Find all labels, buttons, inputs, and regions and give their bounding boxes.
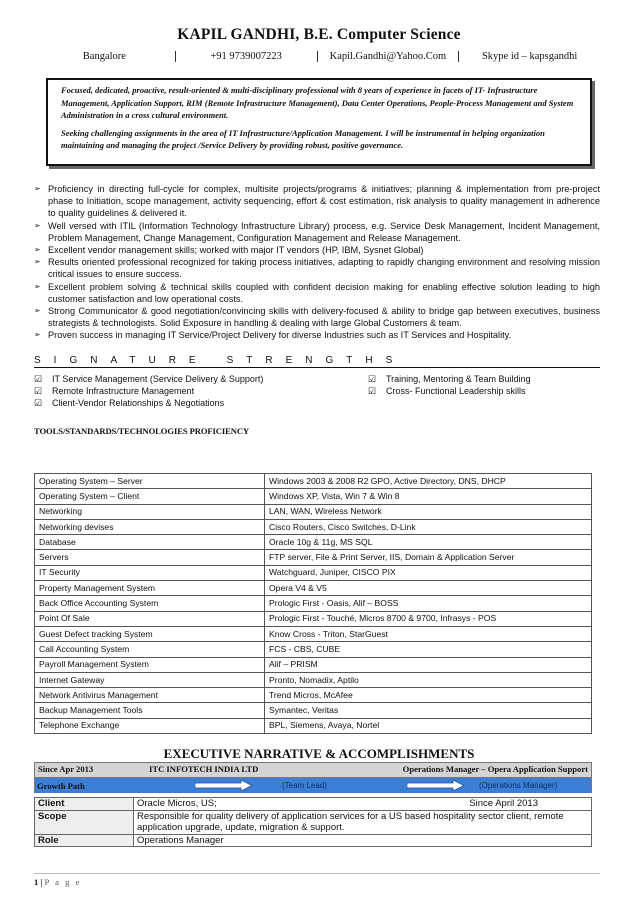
tool-category: IT Security — [35, 565, 265, 580]
bullet-text: Well versed with ITIL (Information Technology Infrastructure Library) process, e.g. Service Desk Management, Incident Management, Problem Management, Change Management, Configuration Management and Release Management. — [48, 220, 600, 243]
table-row — [35, 519, 592, 534]
tool-category: Backup Management Tools — [35, 703, 265, 718]
strength-text: Training, Mentoring & Team Building — [386, 374, 531, 384]
tool-value: Pronto, Nomadix, Aptilo — [265, 672, 592, 687]
table-row — [35, 718, 592, 733]
summary-paragraph: Focused, dedicated, proactive, result-oriented & multi-disciplinary professional with 8 years of experience in facets of IT- Infrastructure Management, Application Support, RIM (Remote Infrastructure Management), Data Center Operations, People-Process Management and System Administration in a cross cultural environment. — [61, 85, 574, 120]
tool-category: Database — [35, 535, 265, 550]
tools-table — [34, 473, 592, 734]
table-row — [35, 810, 592, 834]
role-table — [34, 797, 592, 847]
tool-value: Oracle 10g & 11g, MS SQL — [265, 535, 592, 550]
growth-path-label: Growth Path — [37, 780, 85, 791]
list-item — [34, 183, 600, 220]
table-row — [35, 626, 592, 641]
page-word: P a g e — [44, 877, 82, 887]
tool-category: Guest Defect tracking System — [35, 626, 265, 641]
tool-value: Alif – PRISM — [265, 657, 592, 672]
tool-value: Prologic First - Oasis, Alif – BOSS — [265, 596, 592, 611]
job-position: Operations Manager – Opera Application Support — [402, 764, 588, 774]
checkbox-icon: ☑ — [368, 385, 377, 396]
tool-category: Point Of Sale — [35, 611, 265, 626]
bullet-text: Excellent vendor management skills; worked with major IT vendors (HP, IBM, Sysnet Global) — [48, 245, 424, 256]
list-item — [34, 374, 263, 386]
client-label: Client — [35, 798, 134, 811]
signature-strengths-heading — [34, 355, 600, 368]
role-value: Operations Manager — [134, 834, 592, 847]
tool-category: Network Antivirus Management — [35, 688, 265, 703]
job-header — [34, 762, 592, 793]
client-cell — [134, 798, 592, 811]
client-since: Since April 2013 — [469, 798, 538, 809]
page-number: 1 — [34, 877, 39, 887]
objective-paragraph: Seeking challenging assignments in the area of IT Infrastructure/Application Management. I will be instrumental in helping organization maintaining and managing the project /Service Delivery by providing robust, positive governance. — [61, 127, 545, 150]
tools-heading: TOOLS/STANDARDS/TECHNOLOGIES PROFICIENCY — [34, 426, 250, 436]
list-item — [368, 374, 531, 386]
tool-value: LAN, WAN, Wireless Network — [265, 504, 592, 519]
client-value: Oracle Micros, US; — [137, 798, 217, 809]
tool-category: Property Management System — [35, 581, 265, 596]
tool-value: Windows XP, Vista, Win 7 & Win 8 — [265, 489, 592, 504]
contact-bar — [34, 51, 600, 62]
arrow-bullet-icon: ➢ — [34, 281, 41, 291]
role-label: Role — [35, 834, 134, 847]
contact-email: Kapil.Gandhi@Yahoo.Com — [318, 51, 460, 62]
tool-category: Internet Gateway — [35, 672, 265, 687]
table-row — [35, 703, 592, 718]
tool-category: Back Office Accounting System — [35, 596, 265, 611]
contact-skype: Skype id – kapsgandhi — [481, 51, 578, 62]
table-row — [35, 474, 592, 489]
page-footer — [34, 873, 600, 887]
arrow-right-icon — [195, 780, 253, 791]
checkbox-icon: ☑ — [368, 374, 377, 384]
table-row — [35, 657, 592, 672]
table-row — [35, 581, 592, 596]
highlights-list — [34, 183, 600, 342]
list-item — [34, 386, 263, 398]
arrow-bullet-icon: ➢ — [34, 330, 41, 340]
job-since: Since Apr 2013 — [38, 764, 94, 774]
arrow-bullet-icon: ➢ — [34, 245, 41, 255]
arrow-bullet-icon: ➢ — [34, 220, 41, 230]
list-item — [368, 386, 531, 398]
table-row — [35, 611, 592, 626]
list-item — [34, 305, 600, 329]
checkbox-icon: ☑ — [34, 374, 43, 384]
arrow-bullet-icon: ➢ — [34, 184, 41, 193]
tool-value: Trend Micros, McAfee — [265, 688, 592, 703]
tool-value: Symantec, Veritas — [265, 703, 592, 718]
tool-category: Servers — [35, 550, 265, 565]
strength-text: Remote Infrastructure Management — [52, 385, 195, 396]
table-row — [35, 834, 592, 847]
strength-text: Client-Vendor Relationships & Negotiations — [52, 397, 225, 408]
tool-category: Call Accounting System — [35, 642, 265, 657]
tool-value: Watchguard, Juniper, CISCO PIX — [265, 565, 592, 580]
strengths-column-right — [368, 374, 531, 398]
tool-category: Payroll Management System — [35, 657, 265, 672]
bullet-text: Proven success in managing IT Service/Project Delivery for diverse Industries such as IT Services and Hospitality. — [48, 330, 512, 341]
strengths-column-left — [34, 374, 263, 409]
growth-path-bar — [34, 778, 592, 793]
strength-text: Cross- Functional Leadership skills — [386, 385, 526, 396]
growth-to: (Operations Manager) — [479, 781, 558, 790]
job-summary-bar — [34, 762, 592, 778]
bullet-text: Results oriented professional recognized for taking process initiatives, adapting to rapidly changing environment and resolving mission critical issues to ensure success. — [48, 257, 600, 280]
list-item — [34, 329, 600, 341]
arrow-bullet-icon: ➢ — [34, 257, 41, 267]
list-item — [34, 281, 600, 305]
tool-value: Cisco Routers, Cisco Switches, D-Link — [265, 519, 592, 534]
list-item — [34, 256, 600, 280]
heading-word-strengths: STRENGTHS — [226, 355, 406, 366]
bullet-text: Proficiency in directing full-cycle for complex, multisite projects/programs & initiatives; planning & implementation from pre-project phase to Initiation, scope management, activity sequencing, effort & cost estimation, risk analysis to quality management in adherence to quality guidelines & delivered it. — [48, 184, 600, 219]
table-row — [35, 504, 592, 519]
tool-value: FCS - CBS, CUBE — [265, 642, 592, 657]
candidate-name: KAPIL GANDHI, B.E. Computer Science — [177, 26, 461, 43]
contact-location: Bangalore — [34, 51, 176, 62]
tool-value: FTP server, File & Print Server, IIS, Domain & Application Server — [265, 550, 592, 565]
tool-category: Telephone Exchange — [35, 718, 265, 733]
arrow-bullet-icon: ➢ — [34, 306, 41, 316]
tool-value: BPL, Siemens, Avaya, Nortel — [265, 718, 592, 733]
list-item — [34, 220, 600, 244]
table-row — [35, 798, 592, 811]
scope-value: Responsible for quality delivery of application services for a US based hospitality sector client, remote application upgrade, update, migration & support. — [134, 810, 592, 834]
tool-category: Operating System – Client — [35, 489, 265, 504]
list-item — [34, 398, 263, 410]
table-row — [35, 596, 592, 611]
checkbox-icon: ☑ — [34, 385, 43, 396]
scope-label: Scope — [35, 810, 134, 834]
table-row — [35, 489, 592, 504]
tool-category: Networking — [35, 504, 265, 519]
table-row — [35, 642, 592, 657]
strength-text: IT Service Management (Service Delivery & Support) — [52, 374, 264, 384]
tool-value: Prologic First - Touché, Micros 8700 & 9700, Infrasys - POS — [265, 611, 592, 626]
table-row — [35, 565, 592, 580]
footer-separator: | — [38, 877, 45, 887]
contact-phone: +91 9739007223 — [176, 51, 318, 62]
tool-category: Operating System – Server — [35, 474, 265, 489]
bullet-text: Excellent problem solving & technical skills coupled with confident decision making for enabling effective solution leading to high customer satisfaction and low operational costs. — [48, 281, 600, 304]
job-company: ITC INFOTECH INDIA LTD — [149, 764, 259, 774]
table-row — [35, 535, 592, 550]
growth-from: (Team Lead) — [282, 781, 327, 790]
table-row — [35, 688, 592, 703]
exec-heading: EXECUTIVE NARRATIVE & ACCOMPLISHMENTS — [163, 746, 475, 761]
checkbox-icon: ☑ — [34, 397, 43, 408]
table-row — [35, 550, 592, 565]
summary-box — [46, 78, 592, 166]
table-row — [35, 672, 592, 687]
bullet-text: Strong Communicator & good negotiation/convincing skills with delivery-focused & ability to bridge gap between executives, business strategists & technologists. Solid Exposure in handling & dealing with large Global Customers & team. — [48, 306, 600, 329]
tool-value: Opera V4 & V5 — [265, 581, 592, 596]
heading-word-signature: SIGNATURE — [34, 355, 209, 366]
arrow-right-icon — [407, 780, 465, 791]
tool-category: Networking devises — [35, 519, 265, 534]
tool-value: Windows 2003 & 2008 R2 GPO, Active Directory, DNS, DHCP — [265, 474, 592, 489]
list-item — [34, 244, 600, 256]
tool-value: Know Cross - Triton, StarGuest — [265, 626, 592, 641]
